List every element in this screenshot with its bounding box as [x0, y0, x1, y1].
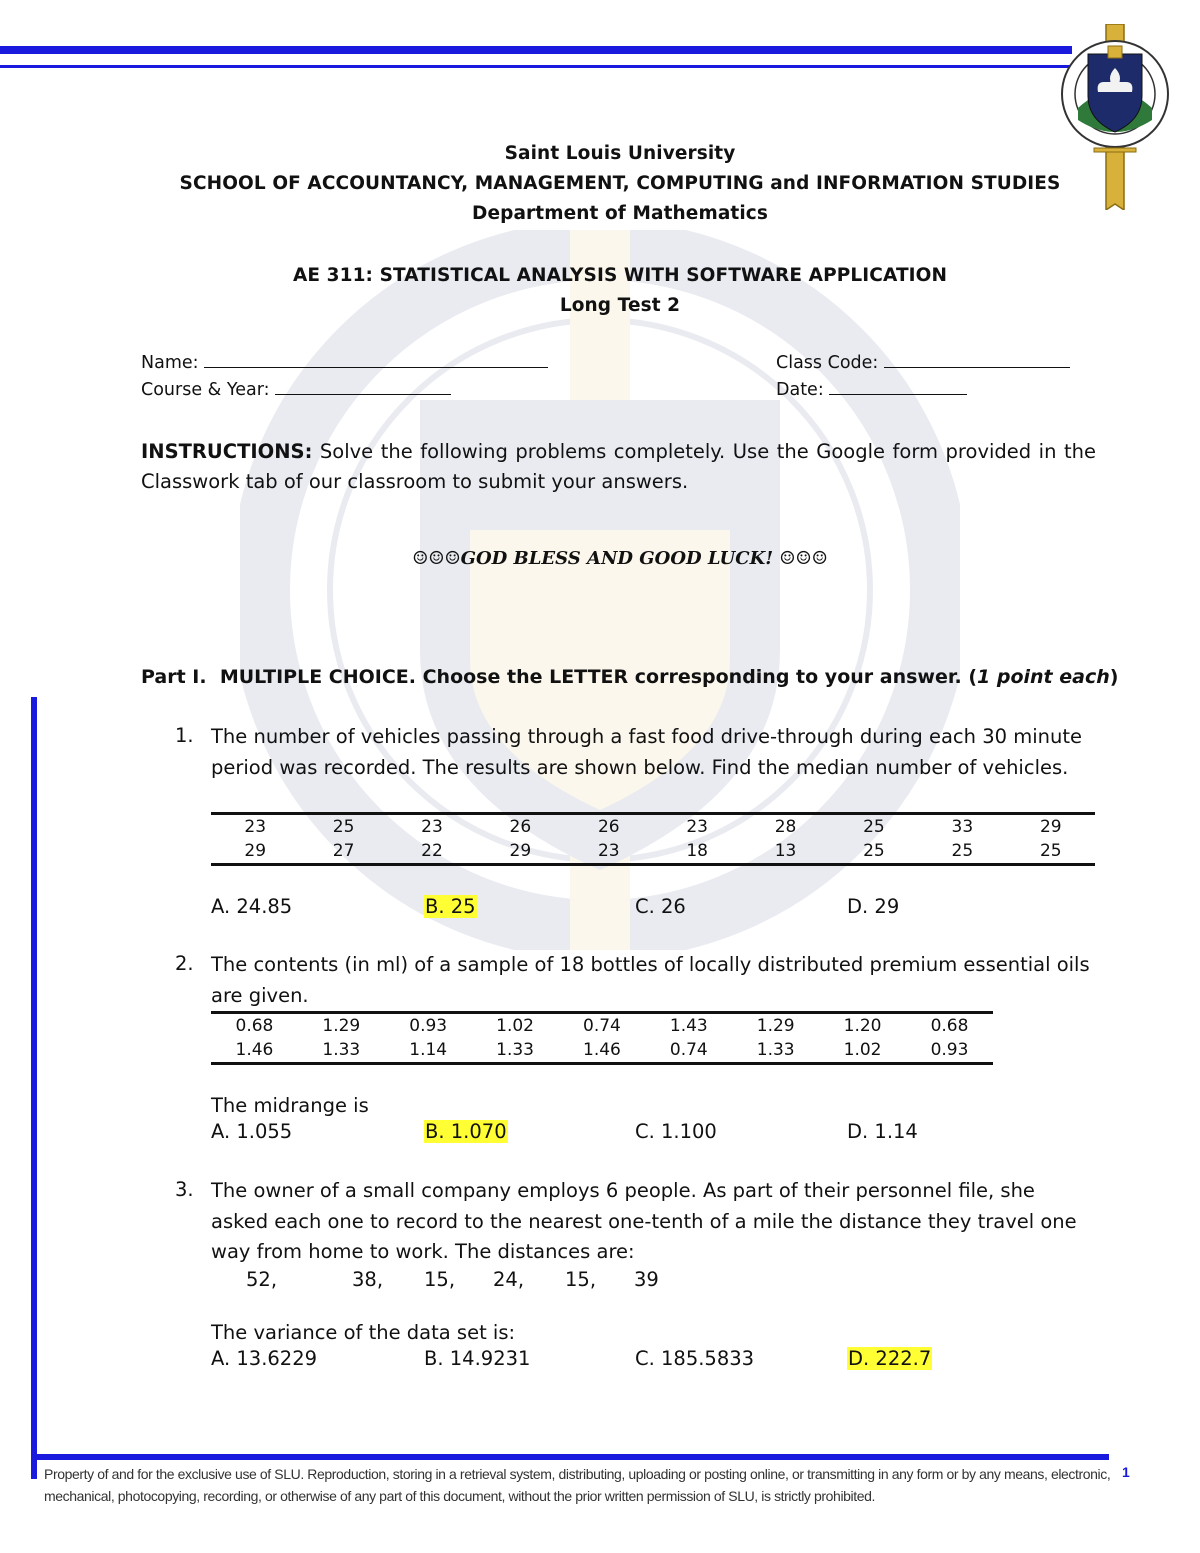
class-code-blank[interactable]	[884, 353, 1070, 368]
name-blank[interactable]	[204, 353, 548, 368]
table-cell: 29	[1039, 817, 1062, 837]
question-number: 3.	[175, 1178, 194, 1201]
table-cell: 1.02	[496, 1016, 534, 1036]
option-c[interactable]: C. 1.100	[635, 1120, 717, 1143]
distance-value: 15,	[565, 1268, 597, 1291]
test-title: Long Test 2	[559, 295, 681, 316]
instructions-text: Solve the following problems completely. Use the Google form provided in the Classwork tab of our classroom to submit your answers.	[141, 440, 1096, 493]
part1-label: Part I.	[141, 666, 207, 688]
name-label: Name:	[141, 353, 199, 373]
blessing-line: ☺☺☺GOD BLESS AND GOOD LUCK! ☺☺☺	[412, 548, 828, 569]
q1-data-table	[211, 812, 1095, 866]
table-cell: 33	[951, 817, 974, 837]
page-number: 1	[1122, 1464, 1130, 1480]
table-cell: 23	[597, 841, 620, 861]
table-cell: 1.29	[322, 1016, 361, 1036]
table-cell: 25	[863, 817, 885, 837]
table-cell: 1.29	[756, 1016, 795, 1036]
distance-value: 39	[634, 1268, 659, 1291]
course-year-label: Course & Year:	[141, 380, 270, 400]
table-cell: 25	[951, 841, 974, 861]
part1-heading	[141, 666, 1118, 688]
table-cell: 27	[332, 841, 355, 861]
table-row	[211, 1038, 993, 1064]
distance-value: 38,	[352, 1268, 384, 1291]
option-b[interactable]: B. 14.9231	[424, 1347, 531, 1370]
table-cell: 0.74	[669, 1040, 708, 1060]
table-cell: 29	[244, 841, 267, 861]
table-cell: 26	[597, 817, 620, 837]
option-c[interactable]: C. 185.5833	[635, 1347, 755, 1370]
date-blank[interactable]	[829, 380, 967, 395]
table-cell: 25	[1039, 841, 1062, 861]
table-row	[211, 814, 1095, 840]
instructions-label: INSTRUCTIONS:	[141, 440, 313, 463]
answer-highlight: B. 25	[425, 895, 476, 918]
table-cell: 25	[863, 841, 885, 861]
table-cell: 0.93	[930, 1040, 969, 1060]
table-cell: 1.46	[235, 1040, 274, 1060]
table-cell: 0.93	[409, 1016, 448, 1036]
course-year-field	[141, 380, 451, 400]
answer-highlight: D. 222.7	[848, 1347, 932, 1370]
department-name: Department of Mathematics	[472, 203, 768, 224]
date-label: Date:	[776, 380, 824, 400]
table-cell: 1.33	[496, 1040, 534, 1060]
table-cell: 26	[509, 817, 532, 837]
table-cell: 1.33	[322, 1040, 361, 1060]
question-prompt: The variance of the data set is:	[211, 1321, 516, 1344]
option-a[interactable]: A. 13.6229	[211, 1347, 318, 1370]
q2-data-table	[211, 1011, 993, 1065]
class-code-label: Class Code:	[776, 353, 879, 373]
distance-value: 52,	[246, 1268, 278, 1291]
distance-value: 24,	[493, 1268, 525, 1291]
left-rule	[31, 697, 37, 1479]
table-cell: 28	[774, 817, 797, 837]
top-rule-thin	[0, 65, 1072, 68]
part1-points: 1 point each	[977, 666, 1110, 688]
course-year-blank[interactable]	[275, 380, 451, 395]
table-cell: 13	[774, 841, 797, 861]
option-b[interactable]	[424, 1120, 508, 1143]
option-d[interactable]	[847, 1347, 932, 1370]
table-cell: 25	[332, 817, 355, 837]
part1-instruction: MULTIPLE CHOICE. Choose the LETTER corresponding to your answer. (	[219, 666, 978, 688]
table-cell: 1.33	[756, 1040, 795, 1060]
option-d[interactable]: D. 29	[847, 895, 900, 918]
class-code-field	[776, 353, 1070, 373]
question-number: 2.	[175, 952, 194, 975]
school-name: SCHOOL OF ACCOUNTANCY, MANAGEMENT, COMPUTING and INFORMATION STUDIES	[179, 173, 1061, 194]
university-name: Saint Louis University	[504, 143, 736, 164]
table-cell: 0.68	[930, 1016, 969, 1036]
option-d[interactable]: D. 1.14	[847, 1120, 918, 1143]
table-cell: 1.02	[843, 1040, 882, 1060]
table-cell: 29	[509, 841, 532, 861]
table-cell: 1.43	[669, 1016, 708, 1036]
name-field	[141, 353, 548, 373]
table-cell: 1.20	[843, 1016, 882, 1036]
option-a[interactable]: A. 1.055	[211, 1120, 293, 1143]
table-cell: 0.74	[583, 1016, 621, 1036]
table-cell: 23	[244, 817, 267, 837]
table-cell: 1.14	[409, 1040, 448, 1060]
question-text: The number of vehicles passing through a fast food drive-through during each 30 minute period was recorded. The results are shown below. Find the median number of vehicles.	[211, 725, 1082, 779]
copyright-notice: Property of and for the exclusive use of SLU. Reproduction, storing in a retrieval system, distributing, uploading or posting online, or transmitting in any form or by any means, electronic, mechanical, photocopying, recording, or otherwise of any part of this document, without the prior written permission of SLU, is strictly prohibited.	[44, 1466, 1111, 1504]
question-text: The contents (in ml) of a sample of 18 bottles of locally distributed premium essential oils are given.	[211, 953, 1090, 1007]
question-text: The owner of a small company employs 6 people. As part of their personnel file, she asked each one to record to the nearest one-tenth of a mile the distance they travel one way from home to work. The distances are:	[211, 1179, 1077, 1263]
table-cell: 22	[421, 841, 443, 861]
answer-highlight: B. 1.070	[425, 1120, 507, 1143]
option-c[interactable]: C. 26	[635, 895, 686, 918]
question-number: 1.	[175, 724, 194, 747]
top-rule-thick	[0, 46, 1072, 54]
table-cell: 0.68	[235, 1016, 274, 1036]
part1-close: )	[1109, 666, 1119, 688]
bottom-rule	[31, 1454, 1109, 1460]
option-b[interactable]	[424, 895, 477, 918]
table-row	[211, 1013, 993, 1039]
date-field	[776, 380, 967, 400]
table-cell: 18	[686, 841, 708, 861]
table-cell: 23	[421, 817, 443, 837]
table-cell: 1.46	[583, 1040, 621, 1060]
distance-value: 15,	[424, 1268, 456, 1291]
table-row	[211, 839, 1095, 865]
question-prompt: The midrange is	[211, 1094, 369, 1117]
table-cell: 23	[686, 817, 708, 837]
course-title: AE 311: STATISTICAL ANALYSIS WITH SOFTWARE APPLICATION	[292, 265, 948, 286]
instructions	[141, 437, 1096, 497]
option-a[interactable]: A. 24.85	[211, 895, 293, 918]
